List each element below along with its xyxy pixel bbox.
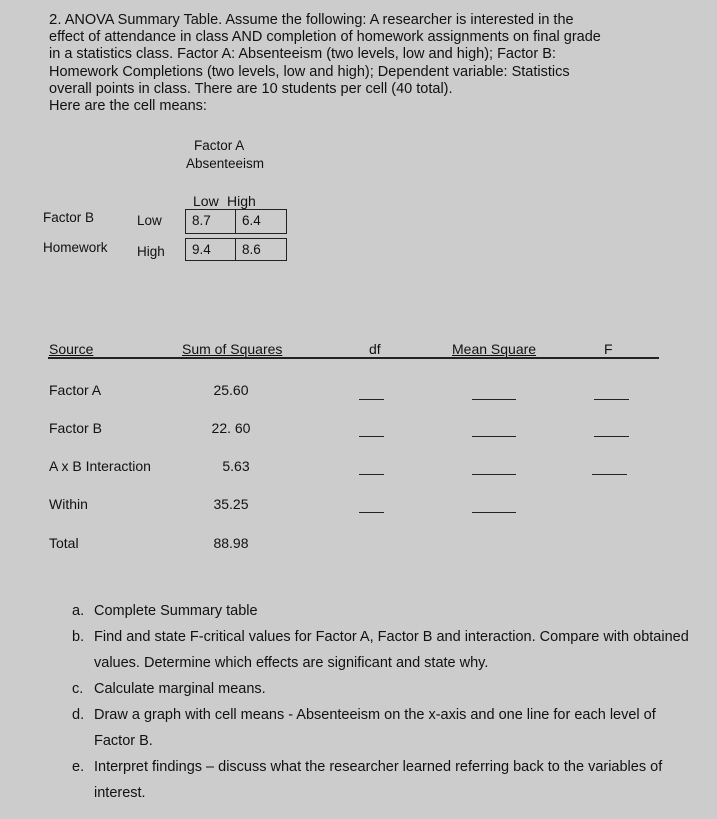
header-f: F	[604, 341, 613, 357]
question-letter: c.	[72, 681, 84, 697]
df-blank-interaction	[359, 474, 384, 475]
ms-blank-factor-a	[472, 399, 516, 400]
factor-a-name: Absenteeism	[186, 156, 265, 171]
question-item	[72, 702, 692, 754]
header-sum-of-squares: Sum of Squares	[182, 341, 283, 357]
intro-line-5: overall points in class. There are 10 students per cell (40 total).	[49, 80, 453, 97]
cell-high-high: 8.6	[235, 238, 287, 261]
ms-blank-within	[472, 512, 516, 513]
cell-low-high: 6.4	[235, 209, 287, 234]
intro-line-2: effect of attendance in class AND completion of homework assignments on final grade	[49, 29, 601, 46]
question-item	[72, 624, 692, 676]
ss-factor-a: 25.60	[213, 382, 249, 398]
ss-total: 88.98	[213, 535, 249, 551]
questions-list	[72, 598, 692, 806]
factor-b-name: Homework	[43, 240, 108, 255]
question-text: Complete Summary table	[94, 603, 258, 619]
df-blank-factor-b	[359, 436, 384, 437]
intro-line-1	[49, 11, 689, 29]
intro-line-4: Homework Completions (two levels, low and high); Dependent variable: Statistics	[49, 63, 570, 80]
row-label-interaction: A x B Interaction	[49, 458, 151, 474]
row-label-total: Total	[49, 535, 79, 551]
intro-text-1: ANOVA Summary Table. Assume the following: A researcher is interested in the	[64, 12, 574, 28]
factor-b-label: Factor B	[43, 210, 95, 225]
ss-factor-b: 22. 60	[211, 420, 251, 436]
problem-intro	[49, 11, 689, 115]
row-header-high: High	[137, 244, 165, 259]
header-divider	[48, 357, 659, 359]
row-label-factor-a: Factor A	[49, 382, 102, 398]
question-letter: a.	[72, 603, 85, 619]
cell-high-low: 9.4	[185, 238, 236, 261]
ms-blank-factor-b	[472, 436, 516, 437]
row-label-factor-b: Factor B	[49, 420, 102, 436]
f-blank-factor-a	[594, 399, 629, 400]
col-header-low: Low	[193, 193, 219, 209]
row-header-low: Low	[137, 213, 162, 228]
df-blank-within	[359, 512, 384, 513]
question-letter: e.	[72, 759, 85, 775]
question-item	[72, 676, 692, 702]
intro-line-6: Here are the cell means:	[49, 98, 207, 115]
question-item	[72, 598, 692, 624]
ss-interaction: 5.63	[222, 458, 250, 474]
factor-a-label: Factor A	[194, 138, 245, 153]
intro-line-3: in a statistics class. Factor A: Absenteeism (two levels, low and high); Factor B:	[49, 46, 556, 63]
header-mean-square: Mean Square	[452, 341, 537, 357]
cell-low-low: 8.7	[185, 209, 236, 234]
f-blank-factor-b	[594, 436, 629, 437]
question-text: Interpret findings – discuss what the researcher learned referring back to the variables of interest.	[94, 759, 663, 801]
ss-within: 35.25	[213, 496, 249, 512]
question-letter: b.	[72, 629, 85, 645]
header-df: df	[369, 341, 381, 357]
col-header-high: High	[227, 193, 256, 209]
row-label-within: Within	[49, 496, 88, 512]
question-text: Calculate marginal means.	[94, 681, 266, 697]
question-letter: d.	[72, 707, 85, 723]
df-blank-factor-a	[359, 399, 384, 400]
header-source: Source	[49, 341, 94, 357]
ms-blank-interaction	[472, 474, 516, 475]
f-blank-interaction	[592, 474, 627, 475]
question-text: Find and state F-critical values for Factor A, Factor B and interaction. Compare with obtained values. Determine which effects are significant and state why.	[94, 629, 689, 671]
problem-number: 2.	[49, 11, 62, 28]
question-text: Draw a graph with cell means - Absenteeism on the x-axis and one line for each level of Factor B.	[94, 707, 656, 749]
question-item	[72, 754, 692, 806]
